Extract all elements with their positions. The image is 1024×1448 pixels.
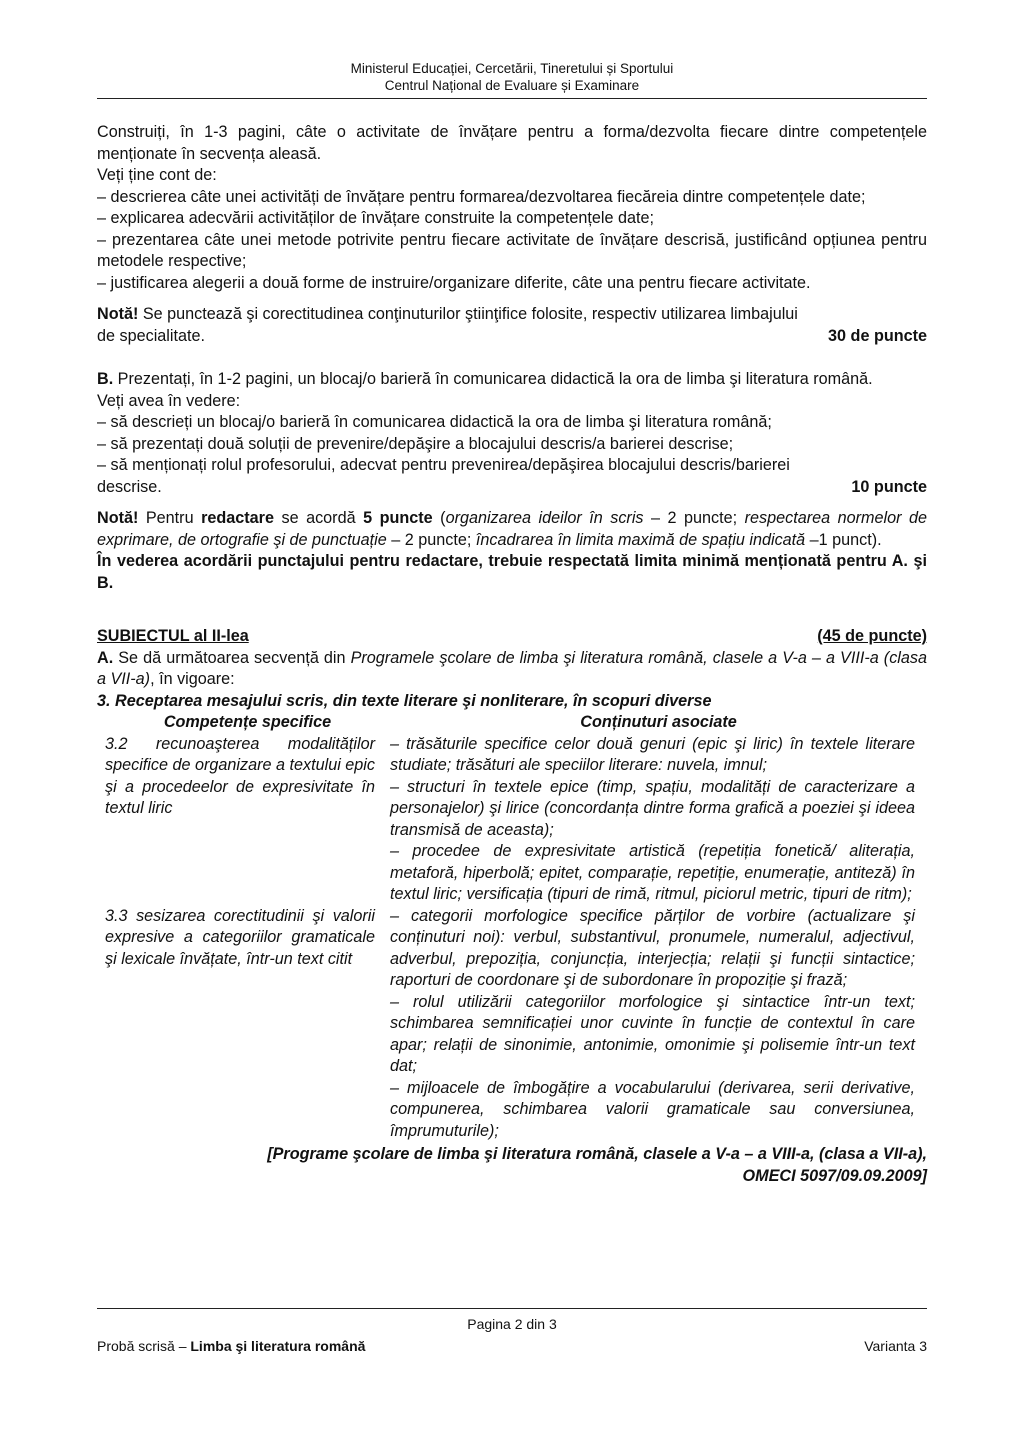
part-b-consider: Veți avea în vedere: [97,391,241,410]
part-b-text: Prezentați, în 1-2 pagini, un blocaj/o barieră în comunicarea didactică la ora de limba şi literatura română. [113,370,873,388]
part-a-instruction: Construiți, în 1-3 pagini, câte o activitate de învățare pentru a forma/dezvolta fiecare dintre competențele menționate în secvența aleasă. [97,123,927,163]
note2-text-6: –1 punct). [805,530,882,549]
table-row [105,906,927,1143]
exam-body [97,122,927,1187]
subject-2-a-text-2: , în vigoare: [150,670,235,688]
part-b-bullet-3-end: descrise. [97,477,162,496]
note2-italic-3: încadrarea în limita maximă de spațiu indicată [475,530,806,549]
part-b-bullet-2: – să prezentați două soluții de prevenire/depăşire a blocajului descris/a barierei descrise; [97,434,734,453]
contents-cell [390,906,915,1143]
exam-type: Probă scrisă – [97,1338,191,1354]
citation-line-1: [Programe şcolare de limba şi literatura română, clasele a V-a – a VIII-a, (clasa a VII-a), [267,1145,927,1163]
page-number: Pagina 2 din 3 [467,1316,557,1332]
content-item: – rolul utilizării categoriilor morfologice şi sintactice într-un text; schimbarea semnificației unor cuvinte în funcție de contextul în care apar; relații de sinonimie, antonimie, omonimie şi polisemie într-un text dat; [390,992,915,1075]
part-a-consider: Veți ține cont de: [97,166,217,184]
content-item: – procedee de expresivitate artistică (repetiția fonetică/ aliterația, metaforă, hiperbolă; epitet, comparație, repetiție, enumerație, antiteză) în textul liric; versificația (tipuri de rimă, ritmul, piciorul metric, tipuri de ritm); [390,842,915,903]
note2-text-2: se acordă [273,509,364,527]
contents-cell [390,734,915,906]
note-label: Notă! [97,305,139,323]
note2-label: Notă! [97,509,139,527]
header-divider [97,98,927,99]
part-b-instruction [97,369,927,391]
note2-italic-1: organizarea ideilor în scris [445,509,644,527]
redactare-note [97,508,927,551]
note2-italic-2: respectarea normelor de exprimare, de ortografie şi de punctuație [97,509,927,549]
column-header-contents: Conținuturi asociate [580,713,737,731]
subject-2-a-program: Programele şcolare de limba şi literatura română, clasele a V-a – a VIII-a (clasa a VII-a) [97,648,927,688]
column-header-competences: Competențe specifice [163,713,332,731]
part-a-points-row [97,326,927,348]
competence-cell: 3.2 recunoaşterea modalităților specifice de organizare a textului epic şi a procedeelor de expresivitate în textul liric [105,734,375,817]
note2-text-1: Pentru [138,509,202,527]
part-b-bullet-3: – să menționați rolul profesorului, adecvat pentru prevenirea/depăşirea blocajului descris/barierei [97,456,790,474]
note2-text-4: – 2 puncte; [643,509,745,527]
subject-2-points: (45 de puncte) [817,627,927,645]
part-a-bullet-1: – descrierea câte unei activități de învățare pentru formarea/dezvoltarea fiecăreia dintre competențele date; [97,187,866,206]
competence-cell: 3.3 sesizarea corectitudinii şi valorii expresive a categoriilor gramaticale şi lexicale învățate, într-un text citit [105,906,375,968]
citation-line-2: OMECI 5097/09.09.2009] [742,1166,927,1185]
note-text-end: de specialitate. [97,326,205,345]
note2-text-5: – 2 puncte; [386,530,476,549]
part-b-points: 10 puncte [851,477,927,496]
content-item: – mijloacele de îmbogățire a vocabularului (derivarea, serii derivative, compunerea, schimbarea valorii gramaticale sau conversiunea, împrumuturile); [390,1078,915,1140]
table-row [105,734,927,906]
part-a-bullet-4: – justificarea alegerii a două forme de instruire/organizare diferite, câte una pentru fiecare activitate. [97,273,811,292]
part-a-points: 30 de puncte [828,326,927,345]
table-header [105,712,927,734]
exam-variant: Varianta 3 [864,1338,927,1354]
page-header [97,60,927,94]
note-text: Se punctează şi corectitudinea conţinuturilor ştiinţifice folosite, respectiv utilizarea limbajului [138,305,798,323]
center-name: Centrul Național de Evaluare și Examinare [384,78,640,93]
ministry-name: Ministerul Educației, Cercetării, Tineretului și Sportului [350,61,674,76]
footer-divider [97,1308,927,1309]
content-item: – categorii morfologice specifice părților de vorbire (actualizare şi conținuturi noi): verbul, substantivul, pronumele, numeralul, adjectivul, adverbul, prepoziția, conjuncția, interjecția; relații şi funcții sintactice; raporturi de coordonare şi de subordonare în propoziție şi frază; [390,906,915,989]
content-item: – trăsăturile specifice celor două genuri (epic şi liric) în textele literare studiate; trăsături ale speciilor literare: nuvela, imnul; [390,734,915,774]
competence-table [105,712,927,1142]
note2-five-points: 5 puncte [363,509,433,527]
curriculum-heading: 3. Receptarea mesajului scris, din texte literare şi nonliterare, în scopuri diverse [97,691,712,710]
part-b-bullet-1: – să descrieți un blocaj/o barieră în comunicarea didactică la ora de limba şi literatura română; [97,413,772,431]
part-a-note [97,304,927,326]
content-item: – structuri în textele epice (timp, spațiu, modalități de caracterizare a personajelor) şi lirice (concordanța dintre forma grafică a poeziei şi ideea transmisă de aceasta); [390,777,915,839]
exam-discipline: Limba şi literatura română [190,1338,366,1354]
part-b-label: B. [97,370,114,388]
part-b-points-row [97,477,927,499]
subject-2-a-text-1: Se dă următoarea secvență din [113,648,351,667]
part-a-bullet-3: – prezentarea câte unei metode potrivite pentru fiecare activitate de învățare descrisă, justificând opțiunea pentru metodele respective; [97,230,927,270]
redactare-requirement: În vederea acordării punctajului pentru redactare, trebuie respectată limita minimă menționată pentru A. şi B. [97,552,927,592]
page-footer [97,1338,927,1354]
subject-2-title-row [97,626,927,648]
note2-redactare: redactare [201,509,274,527]
subject-2-title: SUBIECTUL al II-lea [97,627,249,645]
part-a-bullet-2: – explicarea adecvării activităților de învățare construite la competențele date; [97,209,654,227]
note2-text-3: ( [432,509,446,527]
exam-subject [97,1338,365,1354]
subject-2-a-label: A. [97,648,114,667]
program-citation [97,1144,927,1187]
subject-2-intro [97,648,927,691]
